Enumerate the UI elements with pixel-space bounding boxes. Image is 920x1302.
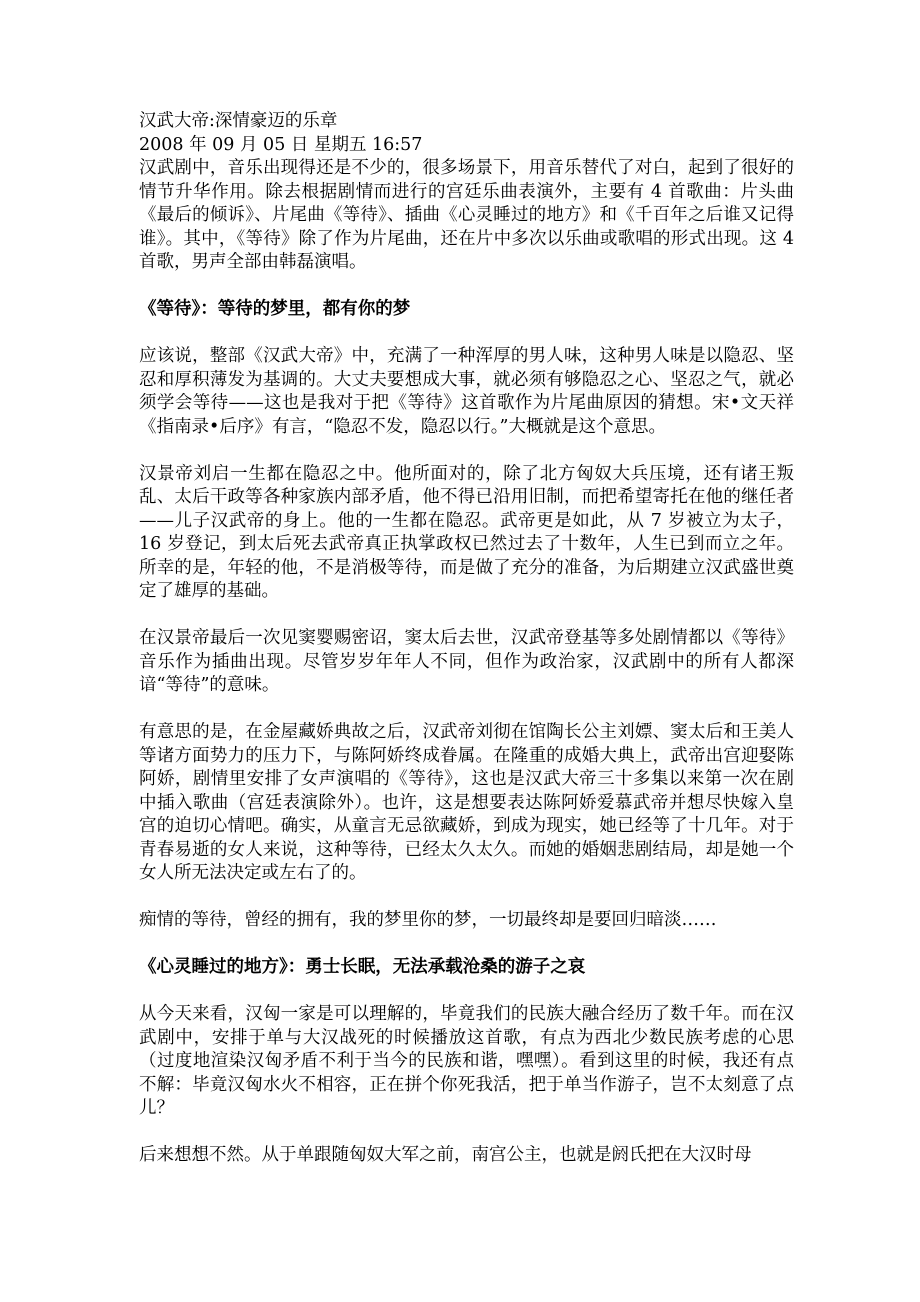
article [139, 110, 794, 1168]
paragraph: 从今天来看，汉匈一家是可以理解的，毕竟我们的民族大融合经历了数千年。而在汉武剧中，安排于单与大汉战死的时候播放这首歌，有点为西北少数民族考虑的心思（过度地渲染汉匈矛盾不利于当今的民族和谐，嘿嘿）。看到这里的时候，我还有点不解：毕竟汉匈水火不相容，正在拼个你死我活，把于单当作游子，岂不太刻意了点儿？ [139, 1004, 794, 1118]
section-heading-soul: 《心灵睡过的地方》：勇士长眠，无法承载沧桑的游子之哀 [139, 957, 586, 977]
paragraph: 在汉景帝最后一次见窦婴赐密诏，窦太后去世，汉武帝登基等多处剧情都以《等待》音乐作为插曲出现。尽管岁岁年年人不同，但作为政治家，汉武剧中的所有人都深谙“等待”的意味。 [139, 628, 794, 695]
paragraph: 后来想想不然。从于单跟随匈奴大军之前，南宫公主，也就是阏氏把在大汉时母 [139, 1145, 752, 1165]
paragraph: 应该说，整部《汉武大帝》中，充满了一种浑厚的男人味，这种男人味是以隐忍、坚忍和厚积薄发为基调的。大丈夫要想成大事，就必须有够隐忍之心、坚忍之气，就必须学会等待——这也是我对于把《等待》这首歌作为片尾曲原因的猜想。宋•文天祥《指南录•后序》有言，“隐忍不发，隐忍以行。”大概就是这个意思。 [139, 346, 794, 437]
paragraph: 痴情的等待，曾经的拥有，我的梦里你的梦，一切最终却是要回归暗淡…… [139, 910, 717, 930]
article-title: 汉武大帝:深情豪迈的乐章 [139, 111, 338, 131]
paragraph: 有意思的是，在金屋藏娇典故之后，汉武帝刘彻在馆陶长公主刘嫖、窦太后和王美人等诸方面势力的压力下，与陈阿娇终成眷属。在隆重的成婚大典上，武帝出宫迎娶陈阿娇，剧情里安排了女声演唱的《等待》，这也是汉武大帝三十多集以来第一次在剧中插入歌曲（宫廷表演除外）。也许，这是想要表达陈阿娇爱慕武帝并想尽快嫁入皇宫的迫切心情吧。确实，从童言无忌欲藏娇，到成为现实，她已经等了十几年。对于青春易逝的女人来说，这种等待，已经太久太久。而她的婚姻悲剧结局，却是她一个女人所无法决定或左右了的。 [139, 722, 794, 883]
section-heading-waiting: 《等待》：等待的梦里，都有你的梦 [139, 299, 411, 319]
intro-paragraph: 汉武剧中，音乐出现得还是不少的，很多场景下，用音乐替代了对白，起到了很好的情节升华作用。除去根据剧情而进行的宫廷乐曲表演外，主要有 4 首歌曲：片头曲《最后的倾诉》、片尾曲《等待》、插曲《心灵睡过的地方》和《千百年之后谁又记得谁》。其中，《等待》除了作为片尾曲，还在片中多次以乐曲或歌唱的形式出现。这 4 首歌，男声全部由韩磊演唱。 [139, 158, 794, 272]
paragraph: 汉景帝刘启一生都在隐忍之中。他所面对的，除了北方匈奴大兵压境，还有诸王叛乱、太后干政等各种家族内部矛盾，他不得已沿用旧制，而把希望寄托在他的继任者——儿子汉武帝的身上。他的一生都在隐忍。武帝更是如此，从 7 岁被立为太子，16 岁登记，到太后死去武帝真正执掌政权已然过去了十数年，人生已到而立之年。所幸的是，年轻的他，不是消极等待，而是做了充分的准备，为后期建立汉武盛世奠定了雄厚的基础。 [139, 463, 794, 601]
article-date: 2008 年 09 月 05 日 星期五 16:57 [139, 134, 423, 155]
